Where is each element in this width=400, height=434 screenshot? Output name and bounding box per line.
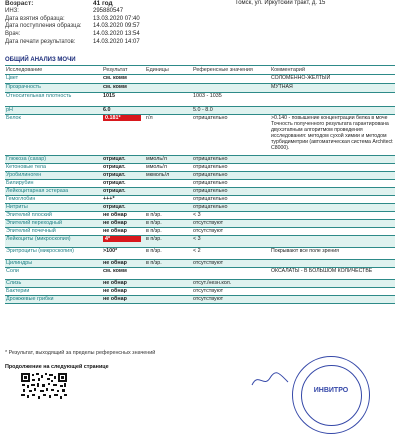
row-test: Глюкоза (сахар)	[6, 156, 47, 162]
row-ref: < 2	[193, 248, 201, 254]
row-test: Соли	[6, 268, 19, 274]
row-unit	[146, 75, 193, 83]
row-result: 6.0	[103, 107, 111, 113]
row-ref	[193, 268, 271, 279]
table-row	[5, 115, 395, 156]
row-result: 1015	[103, 93, 115, 99]
row-unit	[146, 288, 193, 295]
row-result: не обнар	[103, 296, 127, 302]
header-label: Дата взятия образца:	[5, 15, 65, 22]
row-result: +++*	[103, 196, 115, 202]
row-ref: отсут./незн.кол.	[193, 280, 232, 286]
row-test: Цилиндры	[6, 260, 33, 266]
row-result	[103, 115, 146, 155]
row-result: не обнар	[103, 220, 127, 226]
row-unit: ммоль/л	[146, 164, 167, 170]
row-comment	[271, 288, 395, 295]
row-test: Относительная плотность	[6, 93, 72, 99]
row-comment	[271, 188, 395, 195]
row-result: отрицат.	[103, 164, 126, 170]
table-row	[5, 220, 395, 228]
flagged-result: 4*	[103, 236, 141, 242]
row-result: не обнар	[103, 212, 127, 218]
row-test: Эпителий переходный	[6, 220, 63, 226]
row-result: отрицат.	[103, 172, 126, 178]
table-row	[5, 196, 395, 204]
table-row	[5, 296, 395, 304]
row-result: не обнар	[103, 288, 127, 294]
row-comment: Покрывают все поле зрения	[271, 248, 339, 254]
row-ref: отрицательно	[193, 115, 228, 121]
row-comment: ОКСАЛАТЫ - В БОЛЬШОМ КОЛИЧЕСТВЕ	[271, 268, 373, 274]
row-comment	[271, 260, 395, 267]
header-value: 13.03.2020 07:40	[93, 15, 140, 22]
table-row	[5, 180, 395, 188]
table-row	[5, 268, 395, 280]
lab-stamp	[292, 356, 370, 434]
row-ref: отсутствуют	[193, 288, 224, 294]
table-row	[5, 93, 395, 107]
header-row	[5, 23, 395, 31]
row-comment	[271, 212, 395, 219]
row-unit	[146, 84, 193, 92]
row-unit: в п/зр.	[146, 248, 162, 254]
row-ref: 5.0 - 8.0	[193, 107, 213, 113]
row-unit: г/л	[146, 115, 153, 121]
row-unit	[146, 188, 193, 195]
table-row	[5, 236, 395, 248]
row-ref	[193, 75, 271, 83]
row-test: Эпителий почечный	[6, 228, 56, 234]
row-ref: отсутствуют	[193, 220, 224, 226]
row-result: не обнар	[103, 280, 127, 286]
row-comment	[271, 220, 395, 227]
row-result	[103, 236, 146, 247]
row-test: Эпителий плоский	[6, 212, 52, 218]
row-result: >100*	[103, 248, 118, 254]
row-comment: СОЛОМЕННО-ЖЕЛТЫЙ	[271, 75, 331, 81]
row-unit: мкмоль/л	[146, 172, 170, 178]
row-test: Лейкоцитарная эстераза	[6, 188, 69, 194]
row-ref: отрицательно	[193, 196, 228, 202]
stamp-inner-ring	[301, 365, 362, 426]
header-label: Врач:	[5, 31, 21, 38]
row-comment	[271, 107, 395, 114]
row-ref: < 3	[193, 236, 201, 242]
row-test: Уробилиноген	[6, 172, 42, 178]
table-row	[5, 248, 395, 260]
footnote: * Результат, выходящий за пределы референсных значений	[5, 350, 156, 356]
row-test: Белок	[6, 115, 21, 121]
table-row	[5, 260, 395, 268]
table-row	[5, 164, 395, 172]
col-result: Результат	[103, 67, 128, 73]
row-unit	[146, 296, 193, 303]
col-comment: Комментарий	[271, 67, 305, 73]
row-comment	[271, 236, 395, 247]
row-test: Билирубин	[6, 180, 34, 186]
row-comment	[271, 93, 395, 106]
table-row	[5, 204, 395, 212]
row-unit: в п/зр.	[146, 260, 162, 266]
table-row	[5, 212, 395, 220]
header-row	[5, 31, 395, 39]
row-unit: в п/зр.	[146, 212, 162, 218]
table-row	[5, 107, 395, 115]
header-row	[5, 16, 395, 24]
table-row	[5, 280, 395, 288]
row-comment: >0.140 - повышение концентрации белка в моче Точность полученного результата гарантирована двухэтапным алгоритмом проведения исследования: методом сухой химии и методом турбидиметрии (автоматическая система Architect C8000).	[271, 115, 393, 151]
row-result: см. комм	[103, 75, 127, 81]
row-comment	[271, 196, 395, 203]
row-unit	[146, 93, 193, 106]
row-result: отрицат.	[103, 188, 126, 194]
row-ref	[193, 84, 271, 92]
row-unit	[146, 107, 193, 114]
row-comment	[271, 164, 395, 171]
patient-header	[5, 0, 395, 47]
results-table	[5, 65, 395, 304]
row-result: см. комм	[103, 84, 127, 90]
row-test: Прозрачность	[6, 84, 41, 90]
row-test: Цвет	[6, 75, 19, 81]
row-test: Бактерии	[6, 288, 30, 294]
section-title: ОБЩИЙ АНАЛИЗ МОЧИ	[5, 57, 76, 63]
table-row	[5, 75, 395, 84]
row-comment	[271, 280, 395, 287]
table-row	[5, 288, 395, 296]
row-result: отрицат.	[103, 204, 126, 210]
row-ref: отрицательно	[193, 164, 228, 170]
row-result: не обнар	[103, 228, 127, 234]
row-test: pH	[6, 107, 13, 113]
header-label: Возраст:	[5, 0, 34, 7]
row-result: не обнар	[103, 260, 127, 266]
table-row	[5, 156, 395, 164]
row-unit: в п/зр.	[146, 220, 162, 226]
table-row	[5, 188, 395, 196]
table-row	[5, 172, 395, 180]
row-ref: отсутствуют	[193, 228, 224, 234]
header-value: 14.03.2020 09:57	[93, 23, 140, 30]
table-row	[5, 84, 395, 93]
row-ref: отрицательно	[193, 172, 228, 178]
header-value: 295880547	[93, 7, 124, 14]
row-ref: отрицательно	[193, 180, 228, 186]
header-row	[5, 0, 395, 8]
row-unit	[146, 204, 193, 211]
row-test: Гемоглобин	[6, 196, 36, 202]
header-label: ИНЗ:	[5, 7, 19, 14]
row-result: см. комм	[103, 268, 127, 274]
header-value: 14.03.2020 14:07	[93, 38, 140, 45]
qr-code	[20, 372, 68, 400]
row-unit	[146, 196, 193, 203]
header-label: Дата печати результатов:	[5, 38, 76, 45]
header-row	[5, 39, 395, 47]
col-ref: Референсные значения	[193, 67, 253, 73]
lab-address: Томск, ул. Иркутский тракт, д. 15	[235, 0, 326, 6]
row-ref: < 3	[193, 212, 201, 218]
row-unit: в п/зр.	[146, 236, 162, 242]
stamp-text: ИНВИТРО	[313, 387, 349, 394]
row-unit: в п/зр.	[146, 228, 162, 234]
signature	[250, 370, 290, 390]
flagged-result: 0.181*	[103, 115, 141, 121]
row-unit: ммоль/л	[146, 156, 167, 162]
row-comment	[271, 296, 395, 303]
row-test: Слизь	[6, 280, 22, 286]
table-body	[5, 75, 395, 304]
row-ref: отсутствуют	[193, 260, 224, 266]
table-row	[5, 228, 395, 236]
col-unit: Единицы	[146, 67, 169, 73]
col-test: Исследование	[6, 67, 43, 73]
row-unit	[146, 268, 193, 279]
header-value: 41 год	[93, 0, 113, 7]
row-test: Эритроциты (микроскопия)	[6, 248, 74, 254]
row-test: Дрожжевые грибки	[6, 296, 54, 302]
row-comment	[271, 180, 395, 187]
row-comment	[271, 172, 395, 179]
header-value: 14.03.2020 13:54	[93, 31, 140, 38]
row-result: отрицат.	[103, 156, 126, 162]
row-comment	[271, 204, 395, 211]
header-label: Дата поступления образца:	[5, 23, 82, 30]
row-test: Кетоновые тела	[6, 164, 46, 170]
row-comment	[271, 228, 395, 235]
row-result: отрицат.	[103, 180, 126, 186]
row-ref: 1003 - 1035	[193, 93, 222, 99]
row-test: Нитриты	[6, 204, 28, 210]
row-ref: отрицательно	[193, 204, 228, 210]
row-test: Лейкоциты (микроскопия)	[6, 236, 71, 242]
row-ref: отсутствуют	[193, 296, 224, 302]
row-comment: МУТНАЯ	[271, 84, 293, 90]
header-row	[5, 8, 395, 16]
row-ref: отрицательно	[193, 188, 228, 194]
row-comment	[271, 156, 395, 163]
row-unit	[146, 280, 193, 287]
row-ref: отрицательно	[193, 156, 228, 162]
table-header	[5, 65, 395, 75]
continued-note: Продолжение на следующей странице	[5, 364, 109, 370]
row-unit	[146, 180, 193, 187]
